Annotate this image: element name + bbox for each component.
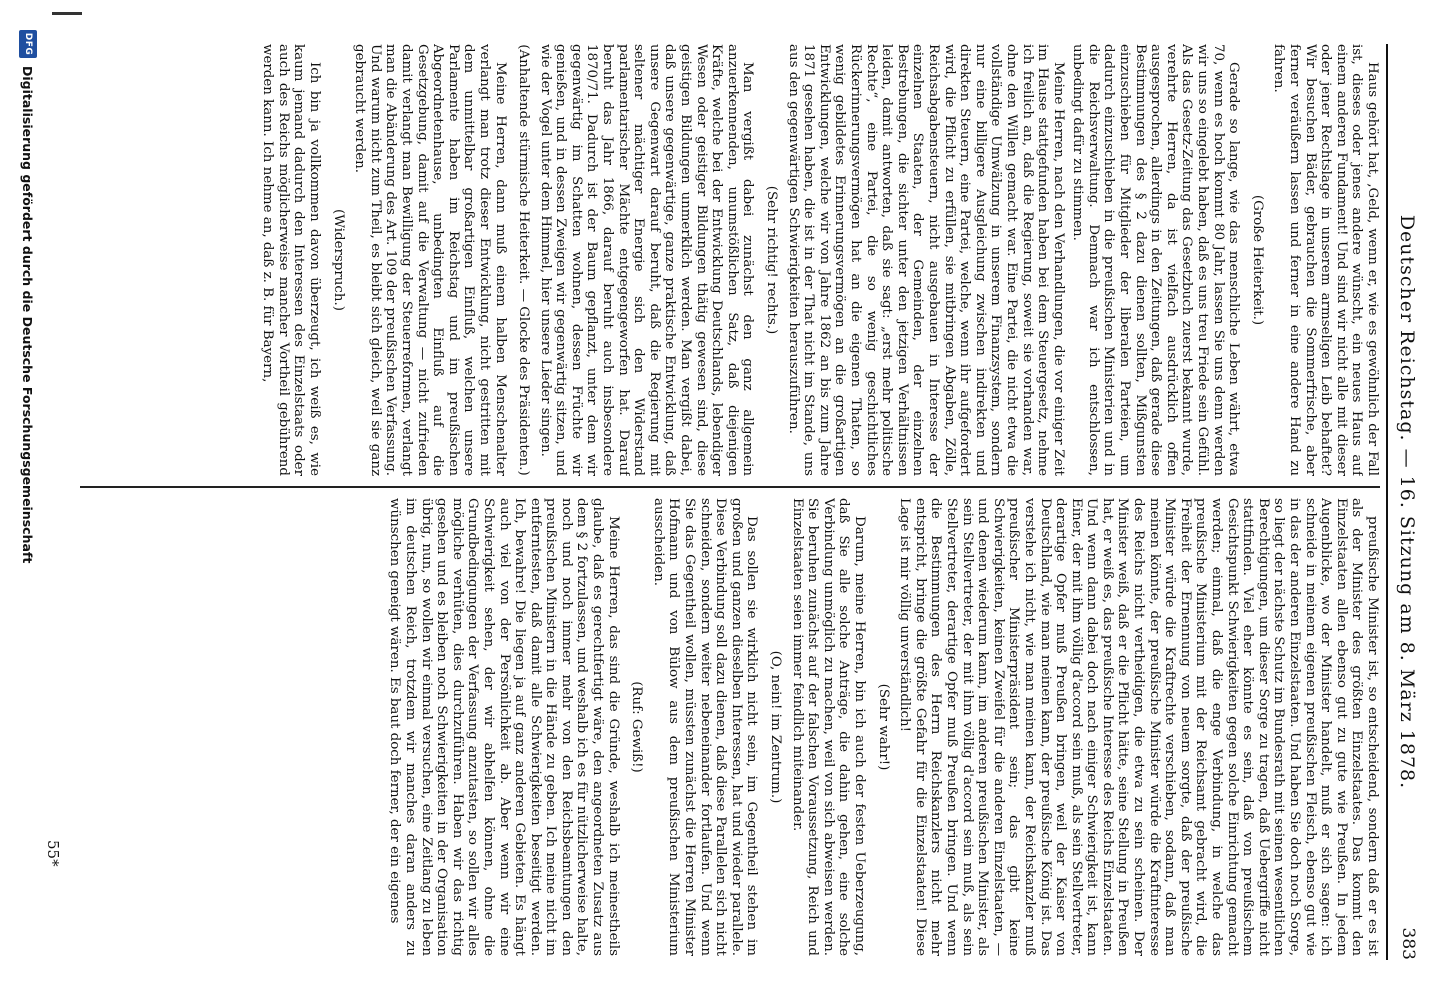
- text-column-right: [70, 498, 1380, 956]
- paragraph: Haus gehört hat, ,Geld, wenn er, wie es gewöhnlich der Fall ist, dieses oder jenes andere wünscht, ein neues Haus auf einem anderen Fundament! Und sind wir nicht alle mit dieser oder jener Rechtslage in unserem armseligen Leib behaftet? Wir besuchen Bäder, gebrauchen die Sommerfrische, aber ferner veräußern lassen und ferner in eine andere Hand zu fahren.: [1271, 44, 1380, 476]
- interjection: (Sehr wahr!): [875, 683, 891, 771]
- dfg-logo-icon: DFG: [19, 30, 37, 58]
- paragraph: Meine Herren, dann muß einem halben Menschenalter verlangt man trotz dieser Entwicklung, nicht gestritten mit dem unmittelbar großartigen Einfluß, welchen unsere Parlamente haben im Reichstag und im preußischen Abgeordnetenhause, unbedingten Einfluß auf die Gesetzgebung, damit auf die Verwaltung — nicht zufrieden damit verlangt man Bewilligung der Steuerreformen, verlangt man die Abänderung des Art. 109 der preußischen Verfassung. Und warum nicht zum Theil, es bleibt sich gleich, weil sie ganz gebraucht werden.: [352, 44, 508, 476]
- page-title: Deutscher Reichstag. — 16. Sitzung am 8. März 1878.: [1396, 214, 1418, 790]
- interjection: (Ruf: Gewiß!): [629, 681, 645, 773]
- paragraph: preußische Minister ist, so entscheidend, sondern daß er es ist als der Minister des größten Einzelstaates. Das kommt den Einzelstaaten allen ebenso gut zu gute wie Preußen. In jedem Augenblicke, wo der Minister handelt, muß er sich sagen: ich schneide in meinem eigenen preußischen Fleisch, ebenso gut wie in das der anderen Einzelstaaten. Und haben Sie doch noch Sorge, so liegt der nächste Schutz im Bundesrath mit seinen wesentlichen Berechtigungen, um dieser Sorge zu tragen, daß Uebergriffe nicht stattfinden. Viel eher könnte es sein, daß von preußischem Gesichtspunkt Schwierigkeiten gegen solche Einrichtung gemacht werden; einmal, daß die enge Verbindung, in welche das preußische Ministerium mit der Reichsamt gebracht wird, die Freiheit der Ernennung von neuem sorgte, daß der preußische Minister würde die Kraftrechte verschieben, sodann, daß man meinen könnte, der preußische Minister würde die Kraftinteresse des Reichs nicht vertheidigen, die etwa zu sein scheinen. Der Minister weiß, daß er die Pflicht hätte, seine Stellung in Preußen hat, er weiß es, das preußische Interesse des Reichs Einzelstaaten. Und wenn dann dabei doch nach einiger Schwierigkeit ist, kann Einer, der mit ihm völlig d'accord sein muß, als sein Stellvertreter, derartige Opfer muß Preußen bringen, weil der Kaiser von Deutschland, wie man meinen kann, der preußische König ist. Das verstehe ich nicht, wie man meinen kann, der Reichskanzler muß preußischer Ministerpräsident sein; das gibt keine Schwierigkeiten, keinen Zweifel für die anderen Einzelstaaten, — und denen wiederum kann, im anderen preußischen Minister, als sein Stellvertreter, der mit ihm völlig d'accord sein muß, als sein Stellvertreter, derartige Opfer muß Preußen bringen. Und wenn die Bestimmungen des Herrn Reichskanzlers nicht mehr entspricht, bringe die größte Gefahr für die Einzelstaaten! Diese Lage ist mir völlig unverständlich!: [897, 498, 1380, 956]
- paragraph: Man vergißt dabei zunächst den ganz allgemein anzuerkennenden, unumstößlichen Satz, daß diejenigen Kräfte, welche bei der Entwicklung Deutschlands, lebendiger Wesen oder geistiger Bildungen thätig gewesen sind, diese geistigen Bildungen unmerklich werden. Man vergißt dabei, daß unsere gegenwärtige, ganze praktische Entwicklung, daß unsere Gegenwart darauf beruht, daß die Regierung mit seltener mächtiger Energie sich den Widerstand parlamentarischer Mächte entgegengeworfen hat. Darauf beruht das Jahr 1866, darauf beruht auch insbesondere 1870/71. Dadurch ist der Baum gepflanzt, unter dem wir gegenwärtig im Schatten wohnen, dessen Früchte wir genießen, und in dessen Zweigen wir gegenwärtig sitzen, und wie der Vogel unter dem Himmel, hier unsere Lieder singen.: [537, 44, 756, 476]
- paragraph: Ich bin ja vollkommen davon überzeugt, ich weiß es, wie kaum jemand dadurch den Interessen des Einzelstaats oder auch des Reichs möglicherweise mancher Vortheil gebührend werden kann. Ich nehme an, daß z. B. für Bayern,: [260, 44, 322, 476]
- paragraph: Meine Herren, das sind die Gründe, weshalb ich meinestheils glaube, daß es gerechtfertigt wäre, den angeordneten Zusatz aus dem § 2 fortzulassen, und weshalb ich es für nützlicherweise halte, noch und noch immer mehr von den Reichsbeamtungen den preußischen Ministern in die Hände zu geben. Ich meine nicht im entferntesten, daß damit alle Schwierigkeiten beseitigt werden. Ich, bewahre! Die liegen ja auf ganz anderen Gebieten. Es hängt auch viel von der Persönlichkeit ab. Aber wenn wir eine Schwierigkeit sehen, der wir abhelfen können, ohne die Grundbedingungen der Verfassung anzutasten, so sollen wir alles mögliche verhüten, dies durchzuführen. Haben wir das richtig gesehen und es bleiben noch Schwierigkeiten in der Organisation übrig, nun, so wollen wir einmal versuchen, eine Zeitlang zu leben im deutschen Reich, trotzdem wir manches daran anders zu wünschen geneigt wären. Es baut doch ferner, der ein eigenes: [387, 498, 621, 956]
- paragraph: Darum, meine Herren, bin ich auch der festen Ueberzeugung, daß Sie alle solche Anträge, die dahin gehen, eine solche Verbindung unmöglich zu machen, weil von sich abweisen werden. Sie beruhen zunächst auf der falschen Voraussetzung, Reich und Einzelstaaten seien immer feindlich miteinander.: [789, 498, 867, 956]
- digitization-footer: [16, 30, 40, 990]
- paragraph: Das sollen sie wirklich nicht sein, im Gegentheil stehen im großen und ganzen dieselben Interessen, hat und wieder parallele. Diese Verbindung soll dazu dienen, daß diese Parallelen sich nicht schneiden, sondern weiter nebeneinander fortlaufen. Und wenn Sie das Gegentheil wollen, müssten zunächst die Herren Minister Hofmann und von Bülow aus dem preußischen Ministerium ausscheiden.: [650, 498, 760, 956]
- footer-text: Digitalisierung gefördert durch die Deutsche Forschungsgemeinschaft: [20, 66, 36, 564]
- page-header: [1386, 44, 1418, 960]
- interjection: (Große Heiterkeit.): [1249, 194, 1265, 326]
- interjection: (Widerspruch.): [330, 208, 346, 311]
- paragraph: Meine Herren, nach den Verhandlungen, die vor einiger Zeit im Hause stattgefunden haben bei dem Steuergesetz, nehme ich freilich an, daß die Regierung, soweit sie vorhanden war, ohne den Willen gemacht war. Eine Partei, die nicht etwa die vollständige Umwälzung in unserem Finanzsystem, sondern nur eine billigere Ausgleichung zwischen indirekten und direkten Steuern, eine Partei, welche, wenn ihr aufgefordert wird, die Pflicht zu erfüllen, sie mitbringen Abgaben, Zölle, Reichsabgabensteuern, nicht ausgebauen in Interesse der einzelnen Staaten, der Gemeinden, der einzelnen Bestrebungen, die sichter unter den jetzigen Verhältnissen leiden, damit antworten, daß sie sagt: „erst mehr politische Rechte“, eine Partei, die so wenig geschichtliches Rückerinnerungsvermögen hat an die eigenen Thaten, so wenig gebildetes Erinnerungsvermögen an die großartigen Entwicklungen, welche wir von Jahre 1862 an bis zum Jahre 1871 gesehen haben, die ist in der That nicht im Stande, uns aus den gegenwärtigen Schwierigkeiten herauszuführen.: [785, 44, 1066, 476]
- paragraph: Gerade so lange, wie das menschliche Leben währt, etwa 70, wenn es hoch kommt 80 Jahr, lassen Sie uns denn werden wir uns so eingelebt haben, daß es uns treu Friede sein Gefühl. Als das Gesetz-Zeitung das Gesetzbuch zuerst bekannt wurde, verehrte Herren, da ist vielfach ausdrücklich offen ausgesprochen, allerdings in den Zeitungen, daß gerade diese Bestimmungen des § 2 dazu dienen sollten, Mißgunsten einzuschieben für Mitglieder der liberalen Parteien, um dadurch einzuschieben in die preußischen Ministerien und in die Reichsverwaltung. Demnach war ich entschlossen, unbedingt dafür zu stimmen.: [1070, 44, 1242, 476]
- column-divider: [80, 486, 1380, 488]
- page-number: 383: [1398, 927, 1418, 960]
- interjection: (Sehr richtig! rechts.): [764, 185, 780, 335]
- interjection: (O, nein! im Zentrum.): [768, 650, 784, 804]
- text-column-left: [70, 44, 1380, 476]
- signature-mark: 55*: [44, 840, 62, 867]
- scan-edge-mark: [52, 12, 82, 15]
- interjection: (Anhaltende stürmische Heiterkeit. — Glocke des Präsidenten.): [516, 44, 532, 476]
